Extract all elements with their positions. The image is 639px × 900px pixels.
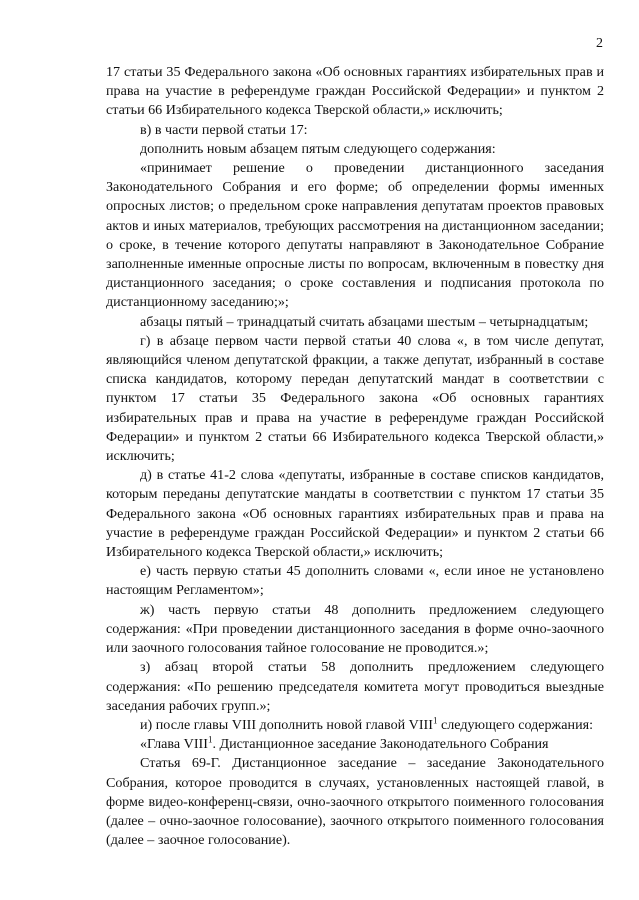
paragraph-text: и) после главы VIII дополнить новой главой VIII [140,716,433,733]
superscript: 1 [207,734,213,745]
paragraph: 17 статьи 35 Федерального закона «Об основных гарантиях избирательных прав и права на участие в референдуме граждан Российской Федерации» и пунктом 2 статьи 66 Избирательного кодекса Тверской области,» исключить; [106,64,604,119]
paragraph: е) часть первую статьи 45 дополнить словами «, если иное не установлено настоящим Регламентом»; [106,563,604,599]
paragraph: в) в части первой статьи 17: [140,121,308,138]
paragraph: дополнить новым абзацем пятым следующего содержания: [140,140,496,157]
chapter-heading [106,735,604,754]
document-body [106,63,604,850]
paragraph: г) в абзаце первом части первой статьи 40 слова «, в том числе депутат, являющийся членом депутатской фракции, а также депутат, избранный в составе списка кандидатов, которому передан депутатский мандат в соответствии с пунктом 17 статьи 35 Федерального закона «Об основных гарантиях избирательных прав и права на участие в референдуме граждан Российской Федерации» и пунктом 2 статьи 66 Избирательного кодекса Тверской области,» исключить; [106,332,604,465]
paragraph: «принимает решение о проведении дистанционного заседания Законодательного Собрания и его форме; об определении формы именных опросных листов; о предельном сроке направления депутатам проектов правовых актов и иных материалов, требующих рассмотрения на дистанционном заседании; о сроке, в течение которого депутаты направляют в Законодательное Собрание заполненные именные опросные листы по вопросам, включенным в повестку дня дистанционного заседания; о сроке составления и подписания протокола по дистанционному заседанию;»; [106,160,604,311]
paragraph: з) абзац второй статьи 58 дополнить предложением следующего содержания: «По решению председателя комитета могут проводиться выездные заседания рабочих групп.»; [106,659,604,714]
chapter-heading-text: «Глава VIII [140,736,208,753]
paragraph: абзацы пятый – тринадцатый считать абзацами шестым – четырнадцатым; [140,313,589,330]
page-number: 2 [596,36,603,51]
paragraph: ж) часть первую статьи 48 дополнить предложением следующего содержания: «При проведении дистанционного заседания в форме очно-заочного или заочного голосования тайное голосование не проводится.»; [106,601,604,657]
paragraph: д) в статье 41-2 слова «депутаты, избранные в составе списков кандидатов, которым переданы депутатские мандаты в соответствии с пунктом 17 статьи 35 Федерального закона «Об основных гарантиях избирательных прав и права на участие в референдуме граждан Российской Федерации» и пунктом 2 статьи 66 Избирательного кодекса Тверской области,» исключить; [106,467,604,561]
chapter-heading-text: . Дистанционное заседание Законодательного Собрания [212,736,549,753]
superscript: 1 [432,715,438,726]
article-69g: Статья 69-Г. Дистанционное заседание – заседание Законодательного Собрания, которое проводится в случаях, установленных настоящей главой, в форме видео-конференц-связи, очно-заочного открытого поименного голосования (далее – очно-заочное голосование), заочного открытого поименного голосования (далее – заочное голосование). [106,755,604,849]
paragraph-new-chapter [106,716,604,735]
paragraph-text: следующего содержания: [437,716,594,733]
